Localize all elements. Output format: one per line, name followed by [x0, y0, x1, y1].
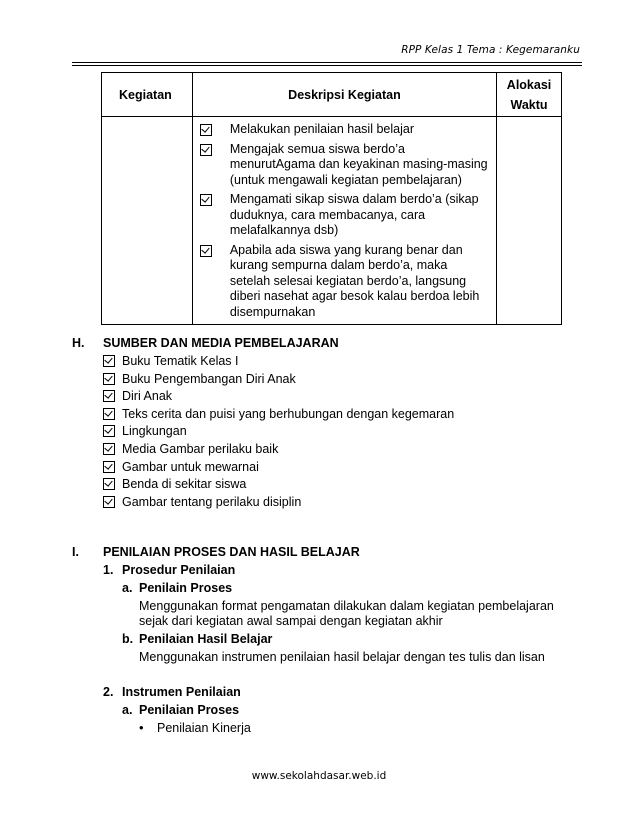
sub1-title: Prosedur Penilaian	[122, 563, 236, 577]
list-item	[103, 388, 454, 406]
sub1-b-title: Penilaian Hasil Belajar	[139, 632, 273, 646]
sub1-a-text-line1: Menggunakan format pengamatan dilakukan dalam kegiatan pembelajaran	[139, 599, 554, 613]
media-item-text: Diri Anak	[122, 389, 173, 404]
checkbox-checked-icon	[103, 461, 115, 473]
media-item-text: Teks cerita dan puisi yang berhubungan dengan kegemaran	[122, 406, 455, 421]
alokasi-cell	[497, 117, 562, 325]
kegiatan-cell	[102, 117, 193, 325]
media-item-text: Media Gambar perilaku baik	[122, 441, 279, 456]
header-kegiatan: Kegiatan	[102, 73, 193, 117]
section-i-title: PENILAIAN PROSES DAN HASIL BELAJAR	[103, 545, 360, 559]
bullet-icon: •	[139, 720, 144, 735]
media-item-text: Gambar untuk mewarnai	[122, 459, 259, 474]
media-item-text: Lingkungan	[122, 424, 187, 439]
header-alokasi-line2: Waktu	[510, 98, 548, 112]
checkbox-checked-icon	[103, 496, 115, 508]
activity-text: Melakukan penilaian hasil belajar	[229, 122, 414, 136]
sub1-number: 1.	[103, 563, 114, 577]
checkbox-checked-icon	[103, 390, 115, 402]
list-item	[103, 353, 454, 371]
media-item-text: Benda di sekitar siswa	[122, 477, 247, 492]
list-item	[103, 441, 454, 459]
sub1-b-text: Menggunakan instrumen penilaian hasil belajar dengan tes tulis dan lisan	[139, 650, 545, 664]
section-h-title: SUMBER DAN MEDIA PEMBELAJARAN	[103, 336, 339, 350]
checkbox-checked-icon	[200, 245, 212, 257]
table-row	[102, 117, 562, 325]
media-item-text: Buku Pengembangan Diri Anak	[122, 371, 296, 386]
sub1-a-text-line2: sejak dari kegiatan awal sampai dengan kegiatan akhir	[139, 614, 443, 628]
activity-table	[101, 72, 562, 325]
activity-text: Mengamati sikap siswa dalam berdo’a (sikap duduknya, cara membacanya, cara melafalkannya dsb)	[229, 192, 479, 237]
checkbox-checked-icon	[200, 144, 212, 156]
checkbox-checked-icon	[103, 373, 115, 385]
list-item	[103, 494, 454, 512]
checkbox-checked-icon	[103, 355, 115, 367]
checkbox-checked-icon	[103, 408, 115, 420]
sub1-a-title: Penilain Proses	[139, 581, 233, 595]
sub1-b-label: b.	[122, 632, 134, 646]
deskripsi-cell	[192, 117, 496, 325]
header-rule-thin	[72, 65, 582, 66]
table-header-row	[102, 73, 562, 117]
header-rule-thick	[72, 62, 582, 63]
checkbox-checked-icon	[103, 425, 115, 437]
section-h-letter: H.	[72, 336, 85, 350]
media-list	[103, 353, 454, 511]
section-i-letter: I.	[72, 545, 79, 559]
list-item	[103, 406, 454, 424]
sub2-number: 2.	[103, 685, 114, 699]
list-item	[194, 243, 491, 321]
sub2-a-title: Penilaian Proses	[139, 703, 240, 717]
activity-text: Apabila ada siswa yang kurang benar dan kurang sempurna dalam berdo’a, maka setelah selesai kegiatan berdo’a, langsung diberi nasehat agar besok kalau berdoa lebih disempurnakan	[229, 242, 480, 319]
list-item	[103, 423, 454, 441]
activity-list	[194, 118, 495, 323]
media-item-text: Gambar tentang perilaku disiplin	[122, 494, 302, 509]
sub1-a-label: a.	[122, 581, 133, 595]
list-item	[103, 459, 454, 477]
checkbox-checked-icon	[200, 124, 212, 136]
checkbox-checked-icon	[103, 478, 115, 490]
activity-text: Mengajak semua siswa berdo’a menurutAgama dan keyakinan masing-masing (untuk mengawali kegiatan pembelajaran)	[229, 141, 488, 187]
list-item	[194, 122, 491, 138]
media-item-text: Buku Tematik Kelas I	[122, 354, 239, 368]
list-item	[194, 142, 491, 189]
sub2-title: Instrumen Penilaian	[122, 685, 241, 699]
list-item	[103, 476, 454, 494]
checkbox-checked-icon	[200, 194, 212, 206]
header-deskripsi: Deskripsi Kegiatan	[192, 73, 496, 117]
checkbox-checked-icon	[103, 443, 115, 455]
list-item	[194, 192, 491, 239]
page-header: RPP Kelas 1 Tema : Kegemaranku	[401, 44, 580, 56]
header-alokasi-line1: Alokasi	[506, 78, 552, 92]
list-item	[103, 371, 454, 389]
sub2-a-label: a.	[122, 703, 133, 717]
sub2-bullet-text: Penilaian Kinerja	[157, 721, 251, 735]
page-footer: www.sekolahdasar.web.id	[251, 770, 387, 782]
header-alokasi	[497, 73, 562, 117]
